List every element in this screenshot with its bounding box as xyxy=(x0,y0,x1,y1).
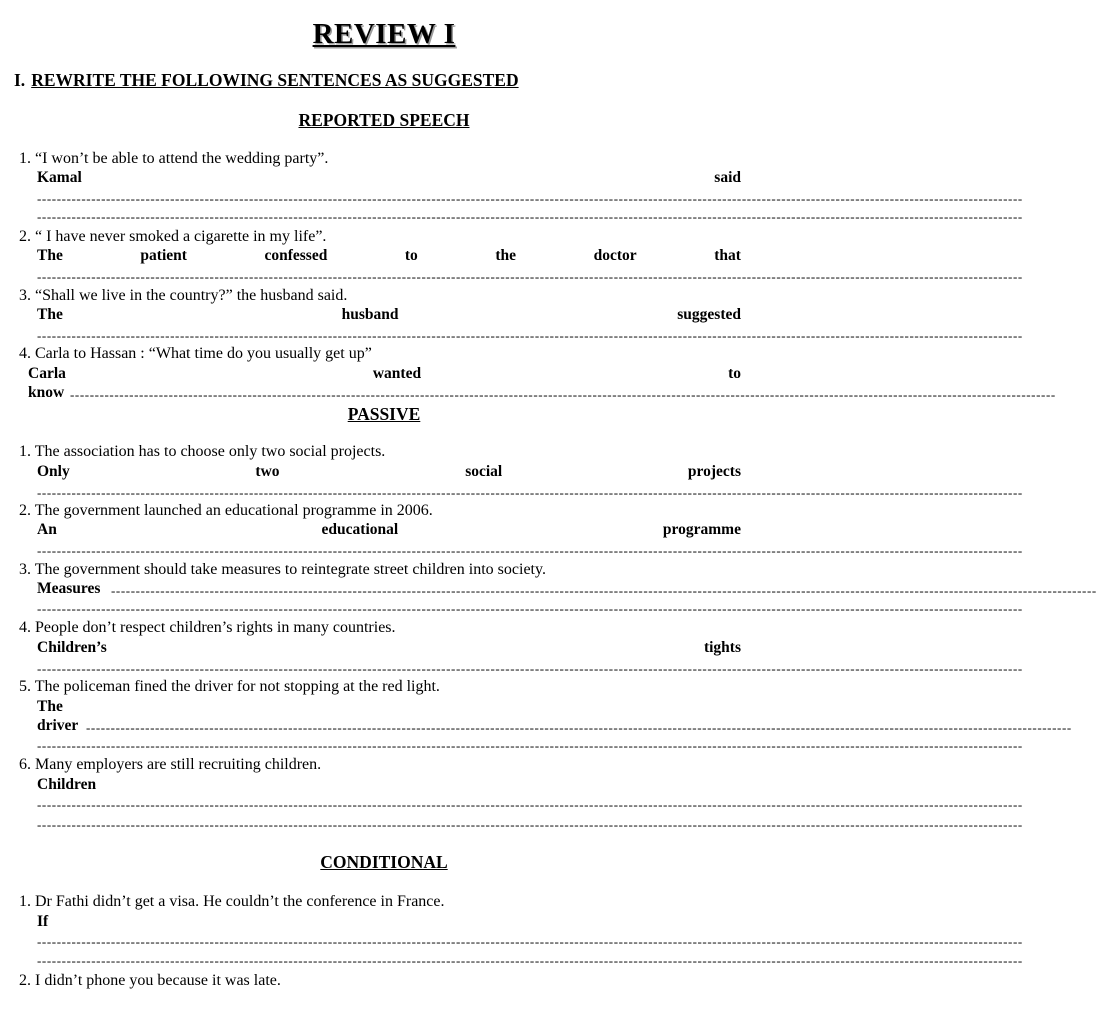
prompt-word: wanted xyxy=(372,365,422,382)
conditional-heading: CONDITIONAL xyxy=(320,852,448,872)
prompt-word: that xyxy=(714,247,741,264)
question-text: 5. The policeman fined the driver for not stopping at the red light. xyxy=(19,678,440,695)
answer-line[interactable]: -------------------------------------------------------------------------------------------------------------------------------------------------------------------------------------------------------- xyxy=(86,720,1072,735)
prompt-word: tights xyxy=(703,639,741,656)
answer-line[interactable]: -------------------------------------------------------------------------------------------------------------------------------------------------------------------------------------------------------- xyxy=(37,934,1023,949)
prompt-word: doctor xyxy=(593,247,637,264)
answer-line[interactable]: -------------------------------------------------------------------------------------------------------------------------------------------------------------------------------------------------------- xyxy=(37,738,1023,753)
prompt-word: two xyxy=(255,463,280,480)
prompt-word: husband xyxy=(341,306,399,323)
answer-prompt xyxy=(28,384,64,402)
answer-prompt xyxy=(37,913,48,931)
question-text: 1. “I won’t be able to attend the wedding party”. xyxy=(19,150,329,167)
answer-line[interactable]: -------------------------------------------------------------------------------------------------------------------------------------------------------------------------------------------------------- xyxy=(37,661,1023,676)
reported-speech-heading: REPORTED SPEECH xyxy=(298,110,470,130)
prompt-word: to xyxy=(404,247,418,264)
answer-line[interactable]: -------------------------------------------------------------------------------------------------------------------------------------------------------------------------------------------------------- xyxy=(37,191,1023,206)
prompt-word: Children’s xyxy=(37,639,107,656)
prompt-word: confessed xyxy=(264,247,328,264)
prompt-word: to xyxy=(728,365,741,382)
prompt-word: said xyxy=(714,169,741,186)
answer-prompt xyxy=(37,580,100,598)
prompt-word: educational xyxy=(321,521,399,538)
answer-line[interactable]: -------------------------------------------------------------------------------------------------------------------------------------------------------------------------------------------------------- xyxy=(37,543,1023,558)
prompt-word: The xyxy=(37,247,63,264)
question-text: 2. The government launched an educational programme in 2006. xyxy=(19,502,433,519)
answer-line[interactable]: -------------------------------------------------------------------------------------------------------------------------------------------------------------------------------------------------------- xyxy=(37,485,1023,500)
prompt-word: suggested xyxy=(677,306,741,323)
answer-prompt xyxy=(37,463,741,481)
answer-line[interactable]: -------------------------------------------------------------------------------------------------------------------------------------------------------------------------------------------------------- xyxy=(37,209,1023,224)
page-title: REVIEW I xyxy=(312,18,456,50)
prompt-word: Only xyxy=(37,463,70,480)
question-text: 1. The association has to choose only two social projects. xyxy=(19,443,386,460)
answer-prompt xyxy=(28,365,741,383)
question-text: 3. The government should take measures to reintegrate street children into society. xyxy=(19,561,546,578)
prompt-word: programme xyxy=(662,521,741,538)
prompt-word: know xyxy=(28,384,65,401)
answer-line[interactable]: -------------------------------------------------------------------------------------------------------------------------------------------------------------------------------------------------------- xyxy=(37,953,1023,968)
answer-prompt xyxy=(37,639,741,657)
prompt-word: Measures xyxy=(37,580,101,597)
question-text: 6. Many employers are still recruiting children. xyxy=(19,756,322,773)
question-text: 3. “Shall we live in the country?” the husband said. xyxy=(19,287,348,304)
answer-prompt xyxy=(37,776,96,794)
answer-line[interactable]: -------------------------------------------------------------------------------------------------------------------------------------------------------------------------------------------------------- xyxy=(37,269,1023,284)
question-text: 2. I didn’t phone you because it was late. xyxy=(19,972,281,989)
prompt-word: projects xyxy=(687,463,741,480)
answer-line[interactable]: -------------------------------------------------------------------------------------------------------------------------------------------------------------------------------------------------------- xyxy=(37,601,1023,616)
prompt-word: the xyxy=(495,247,517,264)
prompt-word: An xyxy=(37,521,57,538)
answer-line[interactable]: -------------------------------------------------------------------------------------------------------------------------------------------------------------------------------------------------------- xyxy=(37,797,1023,812)
answer-line[interactable]: -------------------------------------------------------------------------------------------------------------------------------------------------------------------------------------------------------- xyxy=(111,583,1097,598)
question-text: 2. “ I have never smoked a cigarette in my life”. xyxy=(19,228,327,245)
prompt-word: driver xyxy=(37,717,79,734)
section-heading-text: REWRITE THE FOLLOWING SENTENCES AS SUGGESTED xyxy=(31,70,519,90)
answer-prompt xyxy=(37,521,741,539)
answer-line[interactable]: -------------------------------------------------------------------------------------------------------------------------------------------------------------------------------------------------------- xyxy=(70,387,1056,402)
prompt-word: Children xyxy=(37,776,97,793)
prompt-word: Carla xyxy=(28,365,66,382)
answer-prompt xyxy=(37,247,741,265)
prompt-word: The xyxy=(37,698,63,715)
prompt-word: The xyxy=(37,306,63,323)
prompt-word: Kamal xyxy=(37,169,82,186)
answer-prompt xyxy=(37,306,741,324)
answer-prompt xyxy=(37,698,63,716)
section-heading xyxy=(14,70,519,91)
prompt-word: social xyxy=(465,463,503,480)
passive-heading: PASSIVE xyxy=(347,404,421,424)
answer-prompt xyxy=(37,169,741,187)
prompt-word: patient xyxy=(140,247,187,264)
prompt-word: If xyxy=(37,913,49,930)
section-numeral: I. xyxy=(14,70,26,90)
answer-prompt xyxy=(37,717,78,735)
question-text: 4. People don’t respect children’s rights in many countries. xyxy=(19,619,396,636)
question-text: 4. Carla to Hassan : “What time do you usually get up” xyxy=(19,345,372,362)
answer-line[interactable]: -------------------------------------------------------------------------------------------------------------------------------------------------------------------------------------------------------- xyxy=(37,817,1023,832)
answer-line[interactable]: -------------------------------------------------------------------------------------------------------------------------------------------------------------------------------------------------------- xyxy=(37,328,1023,343)
question-text: 1. Dr Fathi didn’t get a visa. He couldn’t the conference in France. xyxy=(19,893,445,910)
